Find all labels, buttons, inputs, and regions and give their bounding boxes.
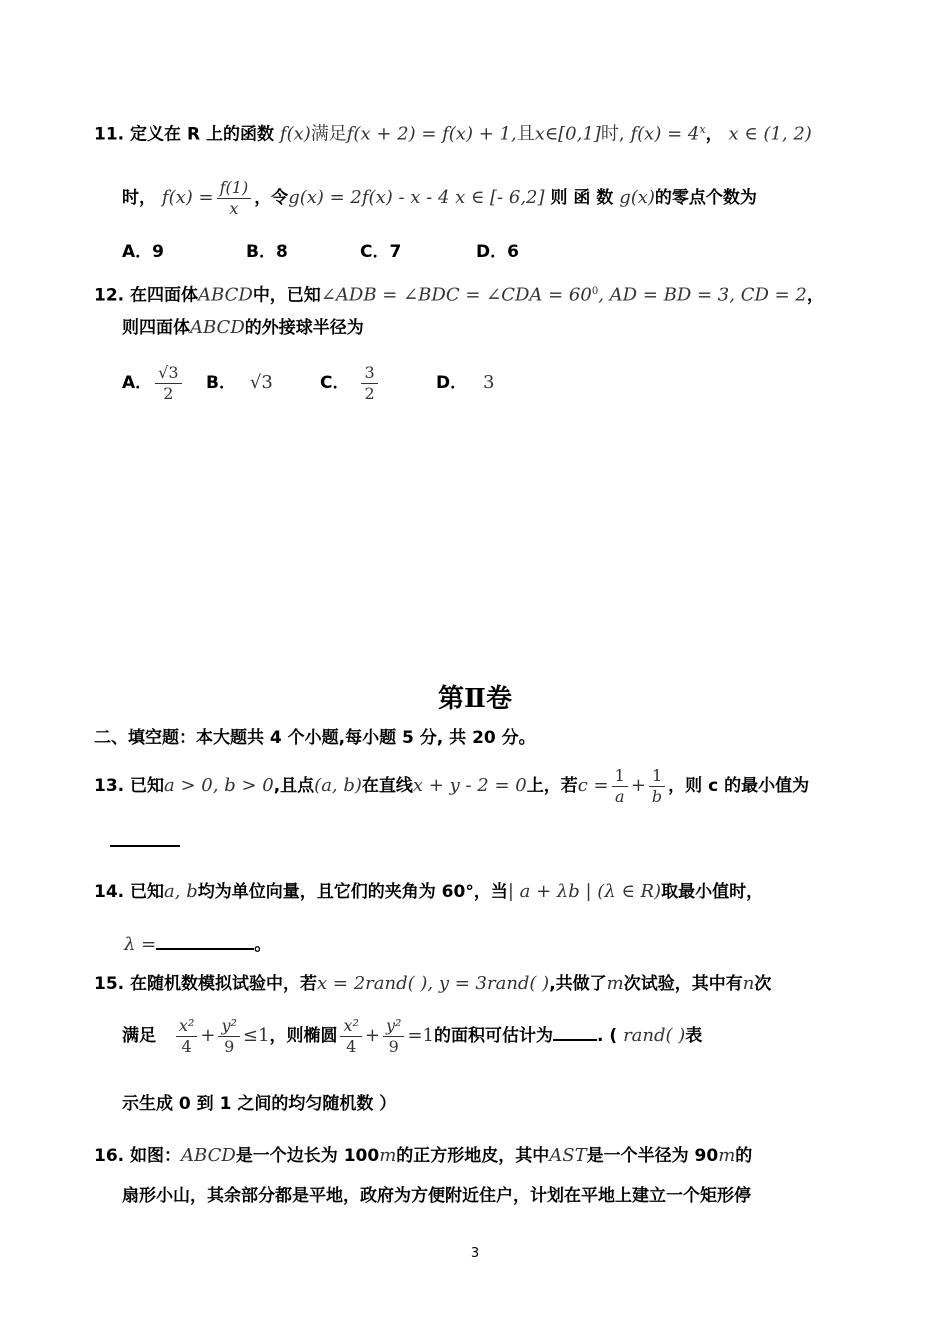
q11-text: 则 函 数 (550, 188, 614, 208)
q14-text: 取最小值时， (661, 882, 764, 902)
q12-line1 (94, 280, 824, 308)
q13-math: a > 0, b > 0 (164, 775, 274, 796)
q15-plus: + (364, 1025, 380, 1046)
q15-line3: 示生成 0 到 1 之间的均匀随机数 ） (122, 1094, 397, 1114)
fraction-numerator: √3 (155, 363, 181, 384)
q14-answer-blank (156, 932, 254, 950)
q12-option-d (436, 360, 495, 406)
q11-option-a (122, 240, 246, 264)
q11-number: 11. (94, 124, 125, 145)
q15-text: 在随机数模拟试验中，若 (130, 974, 318, 994)
fraction-denominator: b (651, 786, 663, 806)
fraction-numerator: x² (340, 1016, 361, 1037)
q11-line1 (94, 118, 812, 147)
q15-text: 的面积可估计为 (433, 1026, 553, 1046)
option-label: C． (320, 373, 350, 393)
q11-fraction (217, 178, 252, 219)
q12-option-c-fraction (361, 363, 377, 404)
q11-option-c (360, 240, 476, 264)
part2-heading: 二、填空题：本大题共 4 个小题,每小题 5 分, 共 20 分。 (94, 728, 536, 748)
q16-math: m (718, 1145, 736, 1166)
q11-math: f(x + 2) = f(x) + 1, (346, 123, 517, 145)
q12-superscript: 0 (591, 286, 599, 297)
q12-line2 (122, 316, 364, 340)
q15-math: rand( ) (623, 1025, 686, 1046)
q16-math: AST (549, 1145, 587, 1166)
q11-option-d (476, 240, 519, 264)
q15-answer-blank (553, 1023, 597, 1041)
q11-math: x∈[0,1] (534, 123, 601, 145)
q12-math: ABCD (190, 317, 245, 338)
q12-text: 中，已知 (252, 285, 321, 306)
q15-text: 次试验，其中有 (623, 974, 743, 994)
option-label: D． (476, 242, 508, 262)
q11-math: f(x) = 4 (630, 123, 700, 145)
q13-number: 13. (94, 776, 125, 796)
q15-fraction-x2 (340, 1016, 361, 1057)
q14-line2 (124, 932, 271, 957)
q11-math: x ∈ (1, 2) (728, 123, 812, 145)
q11-line2 (122, 176, 757, 220)
fraction-denominator: 2 (364, 383, 375, 403)
q11-math: f(x) = (161, 187, 214, 208)
q15-text: 满足 (122, 1026, 156, 1046)
q13-text: 上，若 (526, 776, 578, 796)
q12-option-a (122, 360, 206, 406)
fraction-denominator: 2 (163, 383, 174, 403)
q11-superscript: x (699, 123, 706, 136)
option-label: C． (360, 242, 390, 262)
q15-math: x = 2rand( ), y = 3rand( ) (317, 973, 550, 994)
q15-text: ，则椭圆 (269, 1026, 338, 1046)
q15-plus: + (200, 1025, 216, 1046)
q11-text: 时， (122, 188, 156, 208)
q13-line1 (94, 764, 809, 808)
q13-text: ,且点 (273, 776, 315, 796)
q14-text: 均为单位向量，且它们的夹角为 60°，当 (197, 882, 508, 902)
q11-math: g(x) (619, 187, 655, 208)
q15-text: 次 (754, 974, 772, 994)
fraction-denominator: 9 (224, 1036, 235, 1056)
q12-number: 12. (94, 285, 125, 306)
q15-line2 (122, 1014, 702, 1058)
q12-text: 在四面体 (130, 285, 199, 306)
option-value: 3 (483, 372, 495, 393)
q13-text: 已知 (130, 776, 165, 796)
q12-text: 则四面体 (122, 318, 190, 338)
q12-math: ∠ADB = ∠BDC = ∠CDA = 60 (320, 284, 592, 306)
q13-fraction-1 (612, 766, 628, 807)
fraction-denominator: 4 (346, 1036, 357, 1056)
option-label: A． (122, 373, 153, 393)
fraction-numerator: x² (176, 1016, 197, 1037)
q14-line1 (94, 880, 763, 904)
q11-math: f(x) (279, 123, 311, 145)
fraction-numerator: 1 (649, 766, 665, 787)
q16-text: 是一个半径为 90 (586, 1146, 719, 1166)
q15-text: 表 (685, 1026, 703, 1046)
q13-answer-blank (110, 845, 180, 847)
q12-option-b (206, 360, 320, 406)
fraction-numerator: y² (218, 1016, 239, 1037)
q14-text: 已知 (130, 882, 165, 902)
q14-math: a, b (164, 881, 198, 902)
q12-math: ABCD (198, 284, 253, 306)
q13-text: 在直线 (361, 776, 413, 796)
q16-text: 如图： (130, 1146, 182, 1166)
q16-math: ABCD (181, 1145, 236, 1166)
q16-math: m (379, 1145, 397, 1166)
q13-fraction-2 (649, 766, 665, 807)
q13-math: (a, b) (314, 775, 362, 796)
q15-math: ≤1 (242, 1025, 270, 1046)
page-number: 3 (470, 1246, 480, 1261)
q15-line1 (94, 972, 771, 996)
q11-text: 的零点个数为 (654, 188, 757, 208)
option-label: D． (436, 373, 468, 393)
q12-text: 的外接球半径为 (244, 318, 364, 338)
q11-option-b (246, 240, 360, 264)
q11-fraction-numerator: f(1) (217, 178, 252, 199)
q11-math: g(x) = 2f(x) - x - 4 x ∈ [- 6,2] (288, 187, 545, 208)
fraction-numerator: 3 (361, 363, 377, 384)
section-title: 第Ⅱ卷 (438, 684, 512, 714)
option-value: 6 (507, 242, 519, 262)
q14-math: | a + λb | (λ ∈ R) (507, 881, 662, 902)
q13-math: x + y - 2 = 0 (412, 775, 527, 796)
q11-text: 时, (600, 123, 625, 145)
q15-fraction-y (218, 1016, 239, 1057)
q14-number: 14. (94, 882, 125, 902)
q11-options (122, 240, 519, 264)
option-value: 9 (152, 242, 165, 262)
q12-option-a-fraction (155, 363, 181, 404)
q15-text: ,共做了 (549, 974, 607, 994)
q11-text: ，令 (254, 188, 289, 208)
fraction-denominator: a (614, 786, 625, 806)
q16-line1 (94, 1144, 752, 1168)
option-label: B． (206, 373, 236, 393)
q15-math: =1 (407, 1025, 434, 1046)
q11-text: 且 (516, 123, 535, 145)
q13-plus: + (630, 775, 646, 796)
q11-fraction-denominator: x (229, 198, 239, 218)
option-value: 8 (275, 242, 288, 262)
option-value: √3 (249, 372, 273, 393)
q14-math: λ = (124, 934, 157, 955)
q11-separator: ， (705, 124, 723, 145)
fraction-numerator: 1 (612, 766, 628, 787)
q12-separator: ， (806, 285, 824, 306)
fraction-denominator: 4 (181, 1036, 192, 1056)
q15-fraction-x (176, 1016, 197, 1057)
q16-text: 的 (735, 1146, 753, 1166)
option-label: A． (122, 242, 153, 262)
q11-text: 定义在 R 上的函数 (130, 124, 274, 145)
q16-text: 是一个边长为 100 (235, 1146, 380, 1166)
q12-math: , AD = BD = 3, CD = 2 (598, 284, 807, 306)
q12-options (122, 360, 495, 406)
q16-text: 的正方形地皮，其中 (396, 1146, 550, 1166)
q11-text: 满足 (310, 123, 347, 145)
q13-math: c = (577, 775, 609, 796)
fraction-denominator: 9 (388, 1036, 399, 1056)
option-label: B． (246, 242, 276, 262)
q16-number: 16. (94, 1146, 125, 1166)
q15-math: m (606, 973, 624, 994)
option-value: 7 (389, 242, 402, 262)
q13-text: ，则 c 的最小值为 (668, 776, 810, 796)
q14-end: 。 (254, 935, 272, 955)
q15-fraction-y2 (383, 1016, 404, 1057)
q12-option-c (320, 360, 436, 406)
q15-math: n (742, 973, 755, 994)
q15-number: 15. (94, 974, 125, 994)
q16-line2: 扇形小山，其余部分都是平地，政府为方便附近住户，计划在平地上建立一个矩形停 (122, 1186, 751, 1206)
fraction-numerator: y² (383, 1016, 404, 1037)
q15-text: . ( (596, 1026, 618, 1046)
